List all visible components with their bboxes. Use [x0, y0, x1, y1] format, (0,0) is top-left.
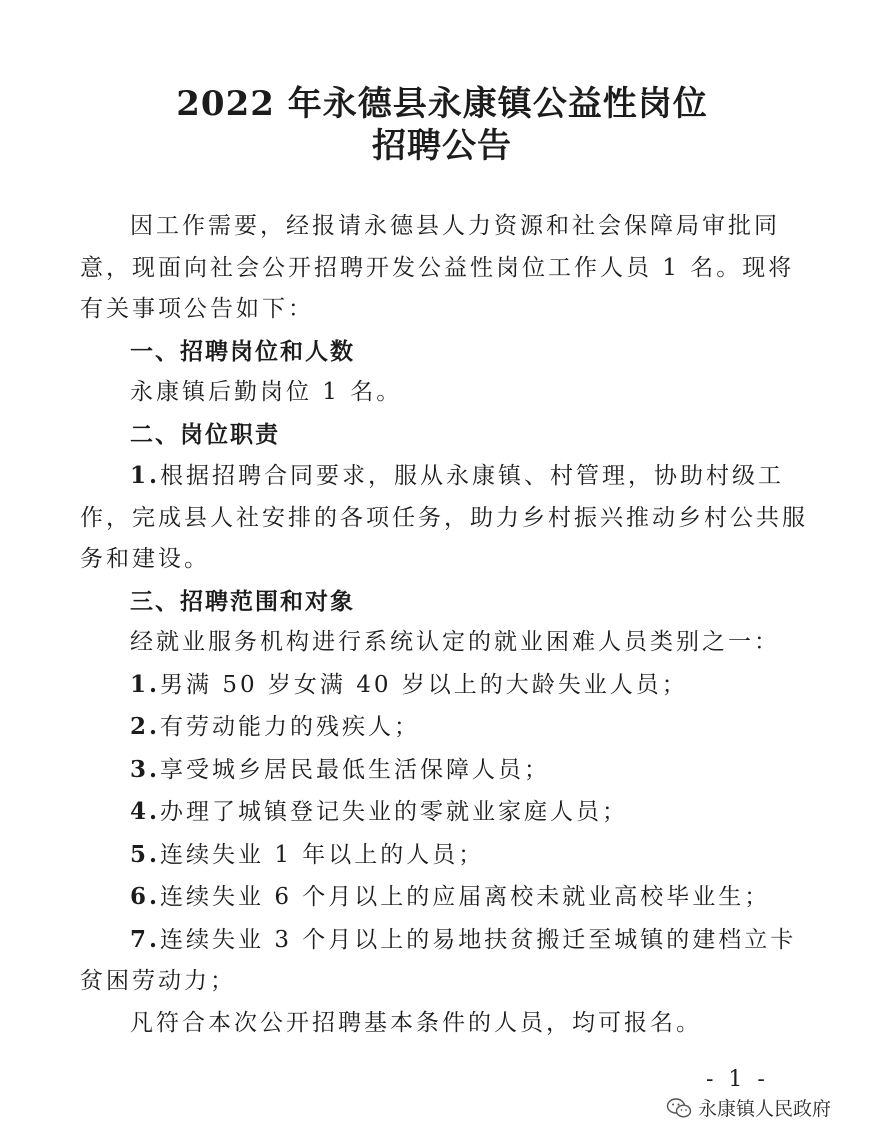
document-title-line-2: 招聘公告 — [372, 126, 512, 166]
list-item — [80, 834, 808, 877]
list-item — [80, 919, 808, 1003]
list-item-text: 连续失业 6 个月以上的应届离校未就业高校毕业生； — [160, 884, 771, 910]
section-2-item-1 — [80, 455, 808, 581]
account-watermark — [666, 1094, 831, 1121]
list-item-number: 7. — [130, 925, 161, 953]
list-item — [80, 664, 808, 707]
list-item — [80, 749, 808, 792]
section-3-lead: 经就业服务机构进行系统认定的就业困难人员类别之一： — [130, 629, 780, 655]
list-item-number: 1. — [130, 670, 161, 698]
document-body — [80, 206, 808, 1044]
list-item — [80, 791, 808, 834]
list-item-number: 3. — [130, 755, 161, 783]
list-item-number: 2. — [130, 713, 161, 740]
intro-paragraph: 因工作需要，经报请永德县人力资源和社会保障局审批同意，现面向社会公开招聘开发公益性岗位工作人员 1 名。现将有关事项公告如下： — [80, 213, 795, 322]
list-item-text: 连续失业 3 个月以上的易地扶贫搬迁至城镇的建档立卡贫困劳动力； — [80, 926, 797, 994]
list-item-text: 连续失业 1 年以上的人员； — [160, 841, 485, 868]
closing-paragraph: 凡符合本次公开招聘基本条件的人员，均可报名。 — [130, 1009, 702, 1036]
section-2-item-1-text: 根据招聘合同要求，服从永康镇、村管理，协助村级工作，完成县人社安排的各项任务，助力乡村振兴推动乡村公共服务和建设。 — [80, 463, 808, 572]
list-item-number: 6. — [130, 883, 161, 910]
list-item-number: 4. — [130, 798, 161, 825]
section-1-heading: 一、招聘岗位和人数 — [130, 337, 355, 365]
section-2-heading: 二、岗位职责 — [130, 420, 280, 448]
list-item — [80, 876, 808, 919]
section-3-heading: 三、招聘范围和对象 — [130, 587, 355, 615]
list-item-text: 有劳动能力的残疾人； — [160, 714, 421, 740]
section-1-text: 永康镇后勤岗位 1 名。 — [130, 379, 403, 405]
page-number: - 1 - — [706, 1067, 769, 1092]
list-item-number: 5. — [130, 840, 161, 868]
list-item-text: 享受城乡居民最低生活保障人员； — [160, 756, 551, 783]
list-item-text: 办理了城镇登记失业的零就业家庭人员； — [160, 799, 629, 825]
section-2-item-1-number: 1. — [130, 462, 161, 489]
document-title-line-1: 2022 年永德县永康镇公益性岗位 — [176, 84, 708, 124]
wechat-icon — [666, 1097, 692, 1119]
list-item — [80, 706, 808, 749]
list-item-text: 男满 50 岁女满 40 岁以上的大龄失业人员； — [160, 671, 688, 698]
watermark-text: 永康镇人民政府 — [698, 1098, 832, 1120]
